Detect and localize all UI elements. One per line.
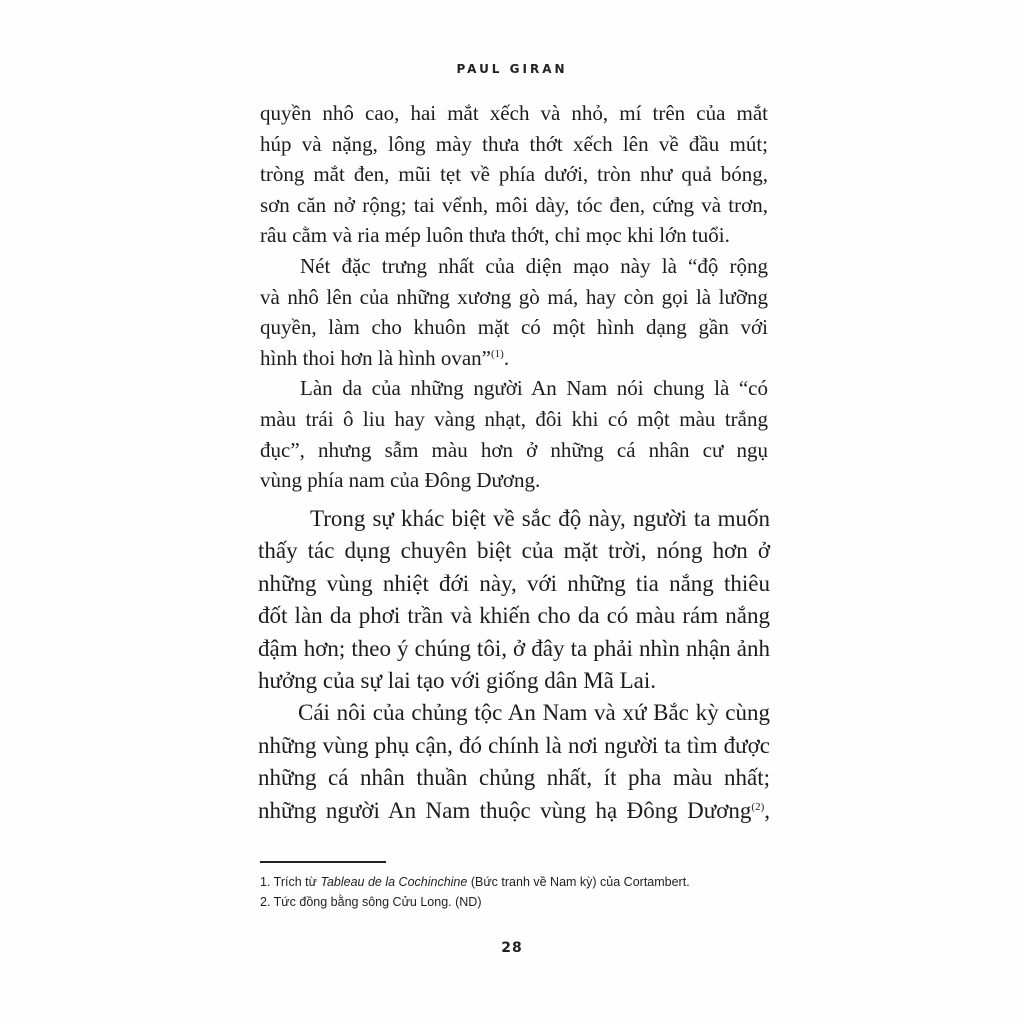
paragraph-5	[258, 697, 770, 827]
text-fragment: hình thoi hơn là hình ovan”	[260, 345, 491, 370]
text-line: sơn căn nở rộng; tai vểnh, môi dày, tóc đen, cứng và trơn,	[260, 192, 768, 217]
text-line: húp và nặng, lông mày thưa thớt xếch lên về đầu mút;	[260, 131, 768, 156]
text-line: thấy tác dụng chuyên biệt của mặt trời, nóng hơn ở	[258, 538, 770, 564]
footnote-1	[260, 872, 780, 892]
text-line: đục”, nhưng sẫm màu hơn ở những cá nhân cư ngụ	[260, 437, 768, 462]
text-line: quyền nhô cao, hai mắt xếch và nhỏ, mí trên của mắt	[260, 101, 768, 125]
text-line: quyền, làm cho khuôn mặt có một hình dạng gần với	[260, 315, 768, 340]
footnote-ref-1: (1)	[491, 347, 504, 360]
paragraph-3	[260, 373, 768, 495]
footnote-text: 1. Trích từ	[260, 875, 321, 889]
text-line: đốt làn da phơi trần và khiến cho da có màu rám nắng	[258, 603, 770, 629]
text-line: Làn da của những người An Nam nói chung là “có	[300, 376, 768, 401]
paragraph-1	[260, 98, 768, 251]
paragraph-2	[260, 251, 768, 373]
page-number: 28	[501, 940, 523, 956]
text-line: những vùng phụ cận, đó chính là nơi người ta tìm được	[258, 732, 770, 758]
text-fragment: ,	[764, 797, 770, 823]
text-line: màu trái ô liu hay vàng nhạt, đôi khi có một màu trắng	[260, 406, 768, 431]
text-line: vùng phía nam của Đông Dương.	[260, 468, 541, 493]
footnote-2: 2. Tức đồng bằng sông Cửu Long. (ND)	[260, 895, 482, 909]
body-text-upper	[260, 98, 768, 496]
footnote-book-title: Tableau de la Cochinchine	[320, 875, 468, 889]
running-head: PAUL GIRAN	[456, 62, 568, 76]
text-line: râu cằm và ria mép luôn thưa thớt, chỉ mọc khi lớn tuổi.	[260, 223, 730, 248]
body-text-lower	[258, 503, 770, 827]
text-line: Trong sự khác biệt về sắc độ này, người ta muốn	[310, 506, 770, 531]
text-line: Cái nôi của chủng tộc An Nam và xứ Bắc kỳ cùng	[298, 700, 770, 726]
text-line: và nhô lên của những xương gò má, hay còn gọi là lưỡng	[260, 284, 768, 309]
text-line: tròng mắt đen, mũi tẹt về phía dưới, tròn như quả bóng,	[260, 162, 768, 187]
footnotes	[260, 872, 780, 912]
text-line: hưởng của sự lai tạo với giống dân Mã Lai.	[258, 668, 657, 694]
text-line: những cá nhân thuần chủng nhất, ít pha màu nhất;	[258, 765, 770, 791]
footnote-text: (Bức tranh về Nam kỳ) của Cortambert.	[467, 875, 690, 889]
text-fragment: .	[503, 345, 510, 370]
text-line	[258, 795, 770, 827]
text-line: đậm hơn; theo ý chúng tôi, ở đây ta phải nhìn nhận ảnh	[258, 635, 770, 661]
text-fragment: những người An Nam thuộc vùng hạ Đông Dương	[258, 797, 752, 823]
footnote-divider	[260, 861, 386, 863]
text-line: Nét đặc trưng nhất của diện mạo này là “độ rộng	[300, 253, 768, 278]
text-line	[260, 343, 768, 374]
text-line: những vùng nhiệt đới này, với những tia nắng thiêu	[258, 570, 770, 596]
paragraph-4	[258, 503, 770, 697]
footnote-ref-2: (2)	[751, 800, 765, 813]
